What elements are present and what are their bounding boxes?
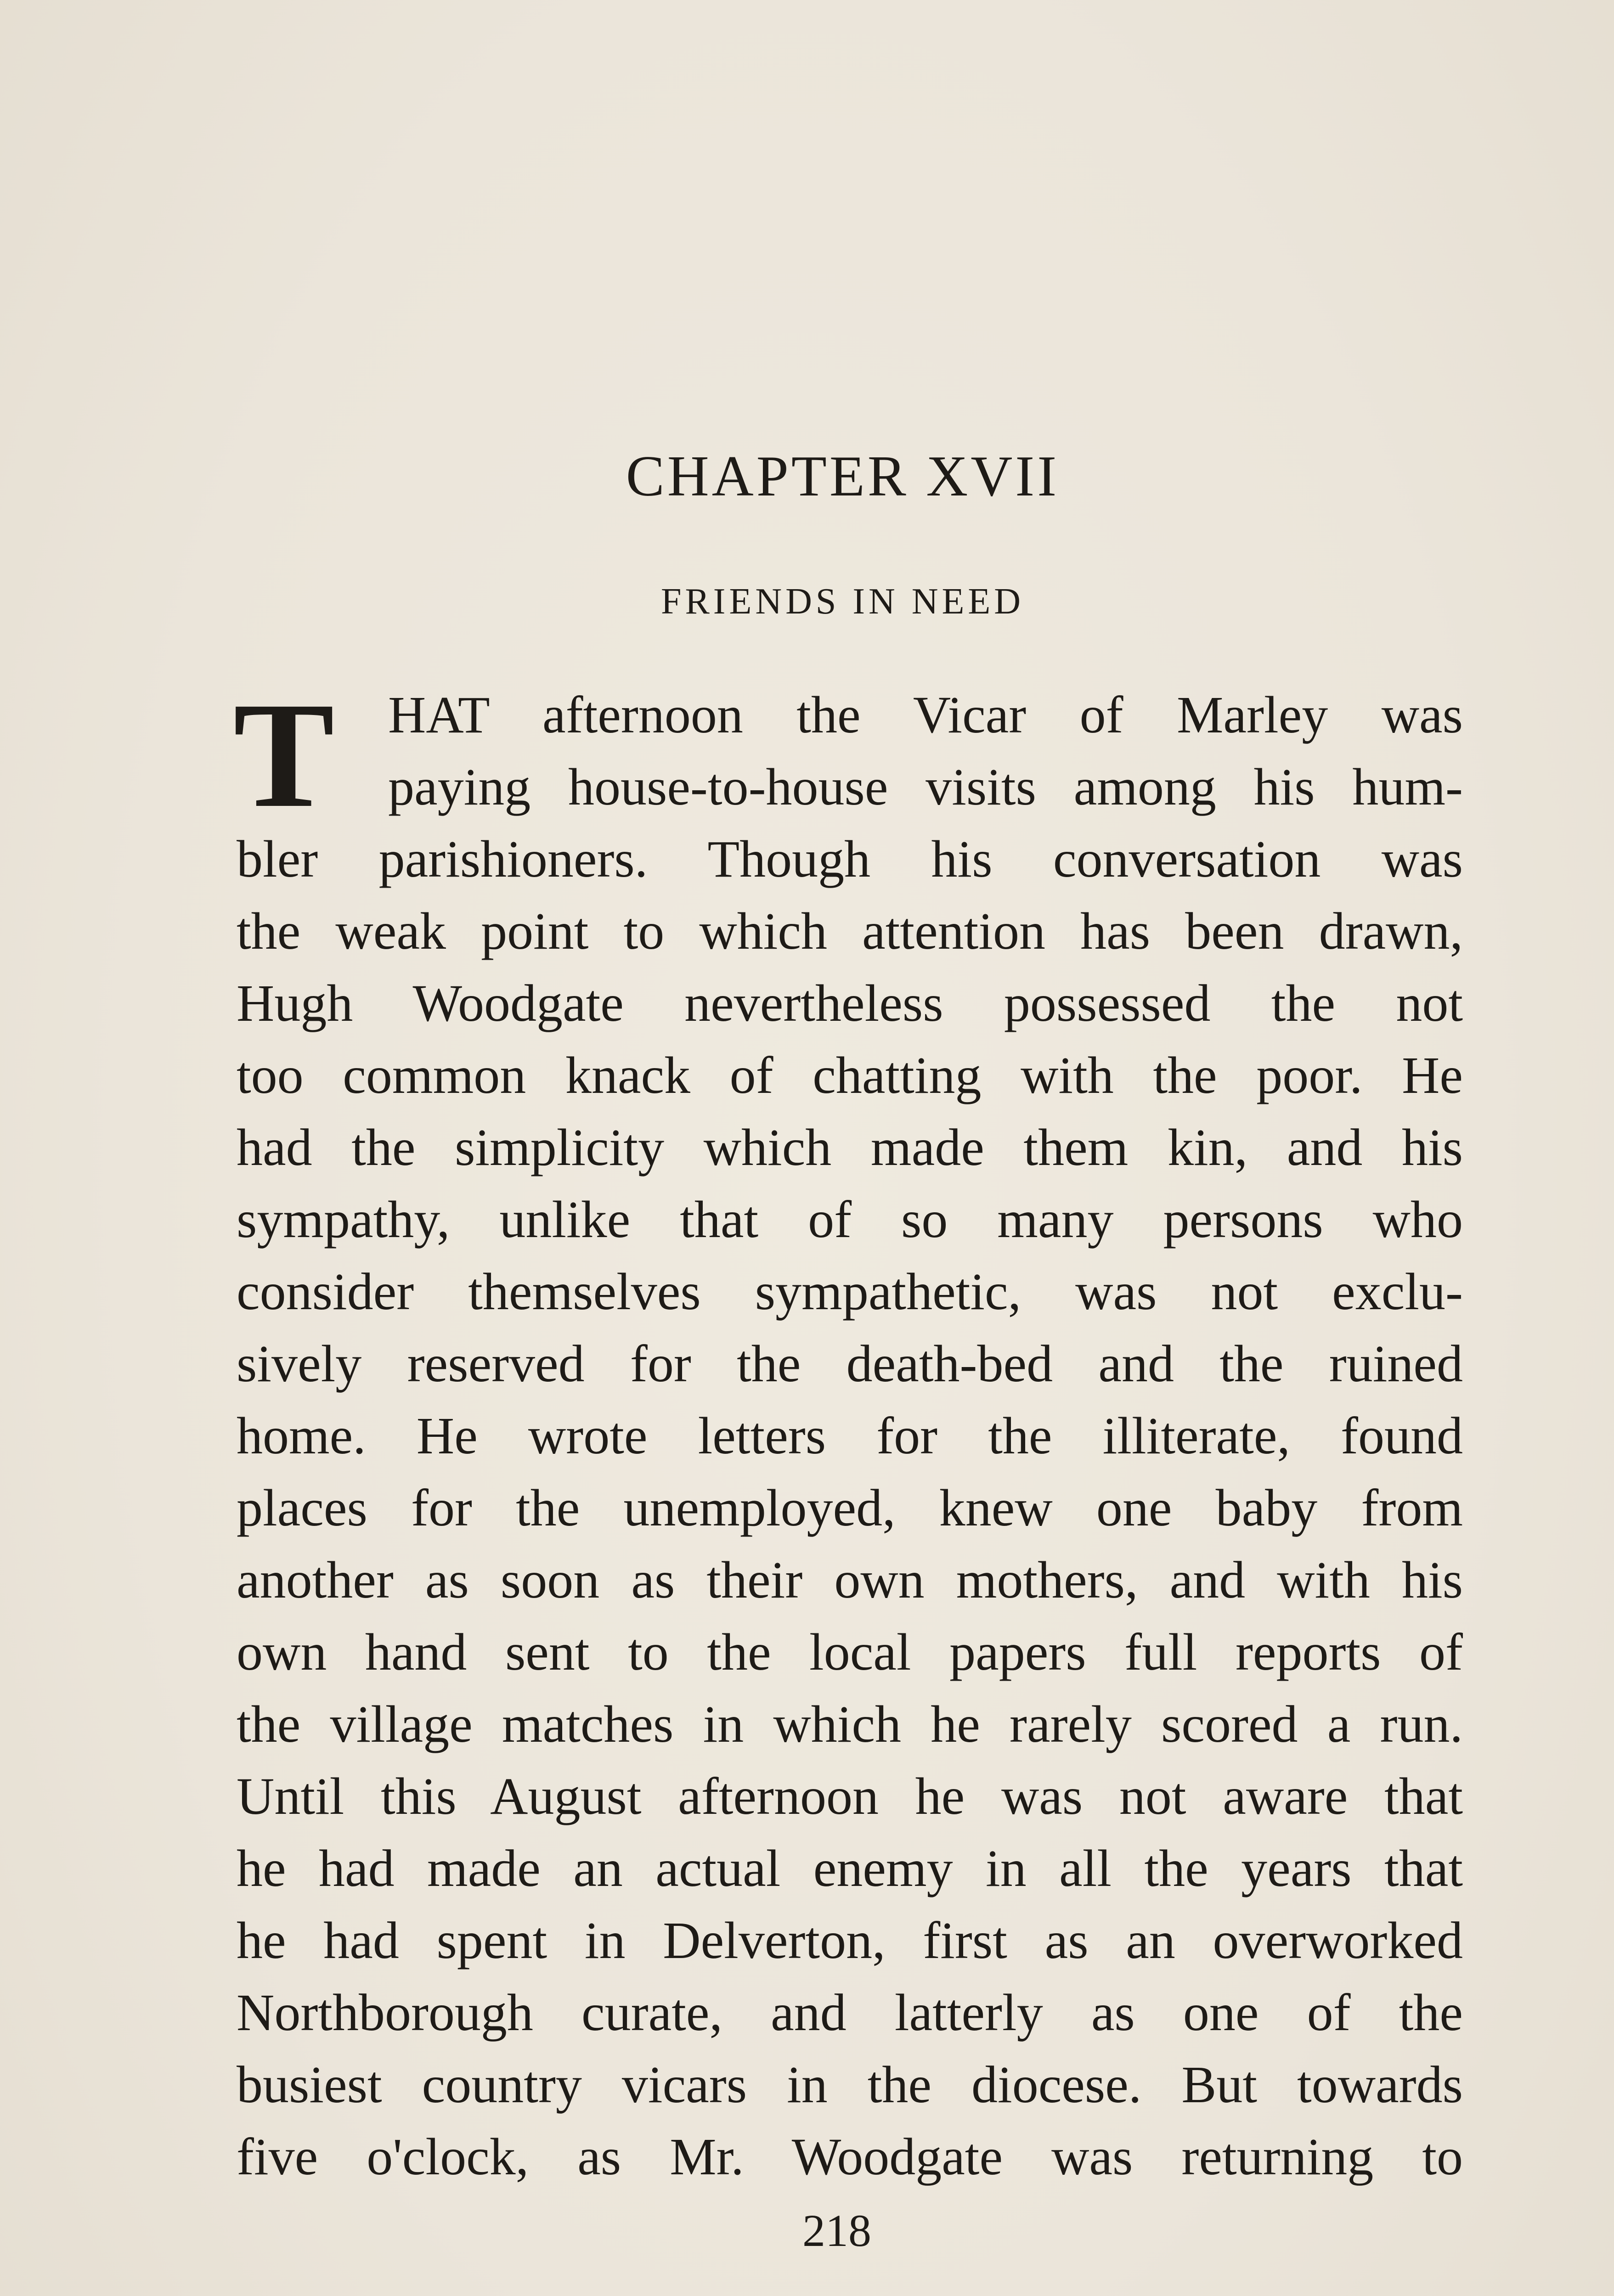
text-line: Hugh Woodgate nevertheless possessed the not <box>237 974 1463 1032</box>
text-line: another as soon as their own mothers, and with his <box>237 1551 1463 1609</box>
drop-cap: T <box>233 671 335 839</box>
chapter-subtitle: FRIENDS IN NEED <box>660 581 1025 622</box>
text-line: had the simplicity which made them kin, and his <box>237 1118 1463 1176</box>
text-line: sively reserved for the death-bed and the ruined <box>237 1334 1463 1393</box>
text-line: the weak point to which attention has been drawn, <box>237 902 1463 960</box>
text-line: HAT afternoon the Vicar of Marley was <box>388 686 1463 744</box>
text-line: places for the unemployed, knew one baby from <box>237 1479 1463 1537</box>
text-line: Northborough curate, and latterly as one of the <box>237 1983 1463 2042</box>
text-line: bler parishioners. Though his conversation was <box>237 830 1463 888</box>
text-line: too common knack of chatting with the poor. He <box>237 1046 1463 1104</box>
chapter-heading: CHAPTER XVII <box>626 445 1060 508</box>
page-number: 218 <box>802 2205 871 2256</box>
text-line: sympathy, unlike that of so many persons who <box>237 1190 1463 1249</box>
text-line: paying house-to-house visits among his hum- <box>388 758 1463 816</box>
text-line: own hand sent to the local papers full reports of <box>237 1623 1463 1681</box>
body-text <box>237 679 1463 2193</box>
text-line: busiest country vicars in the diocese. But towards <box>237 2055 1463 2114</box>
text-line: home. He wrote letters for the illiterate, found <box>237 1407 1463 1465</box>
text-line: five o'clock, as Mr. Woodgate was returning to <box>237 2127 1463 2186</box>
text-line: Until this August afternoon he was not aware that <box>237 1767 1463 1825</box>
text-line: he had spent in Delverton, first as an overworked <box>237 1911 1463 1970</box>
text-line: consider themselves sympathetic, was not exclu- <box>237 1262 1463 1321</box>
text-line: he had made an actual enemy in all the years that <box>237 1839 1463 1897</box>
text-line: the village matches in which he rarely scored a run. <box>237 1695 1463 1753</box>
